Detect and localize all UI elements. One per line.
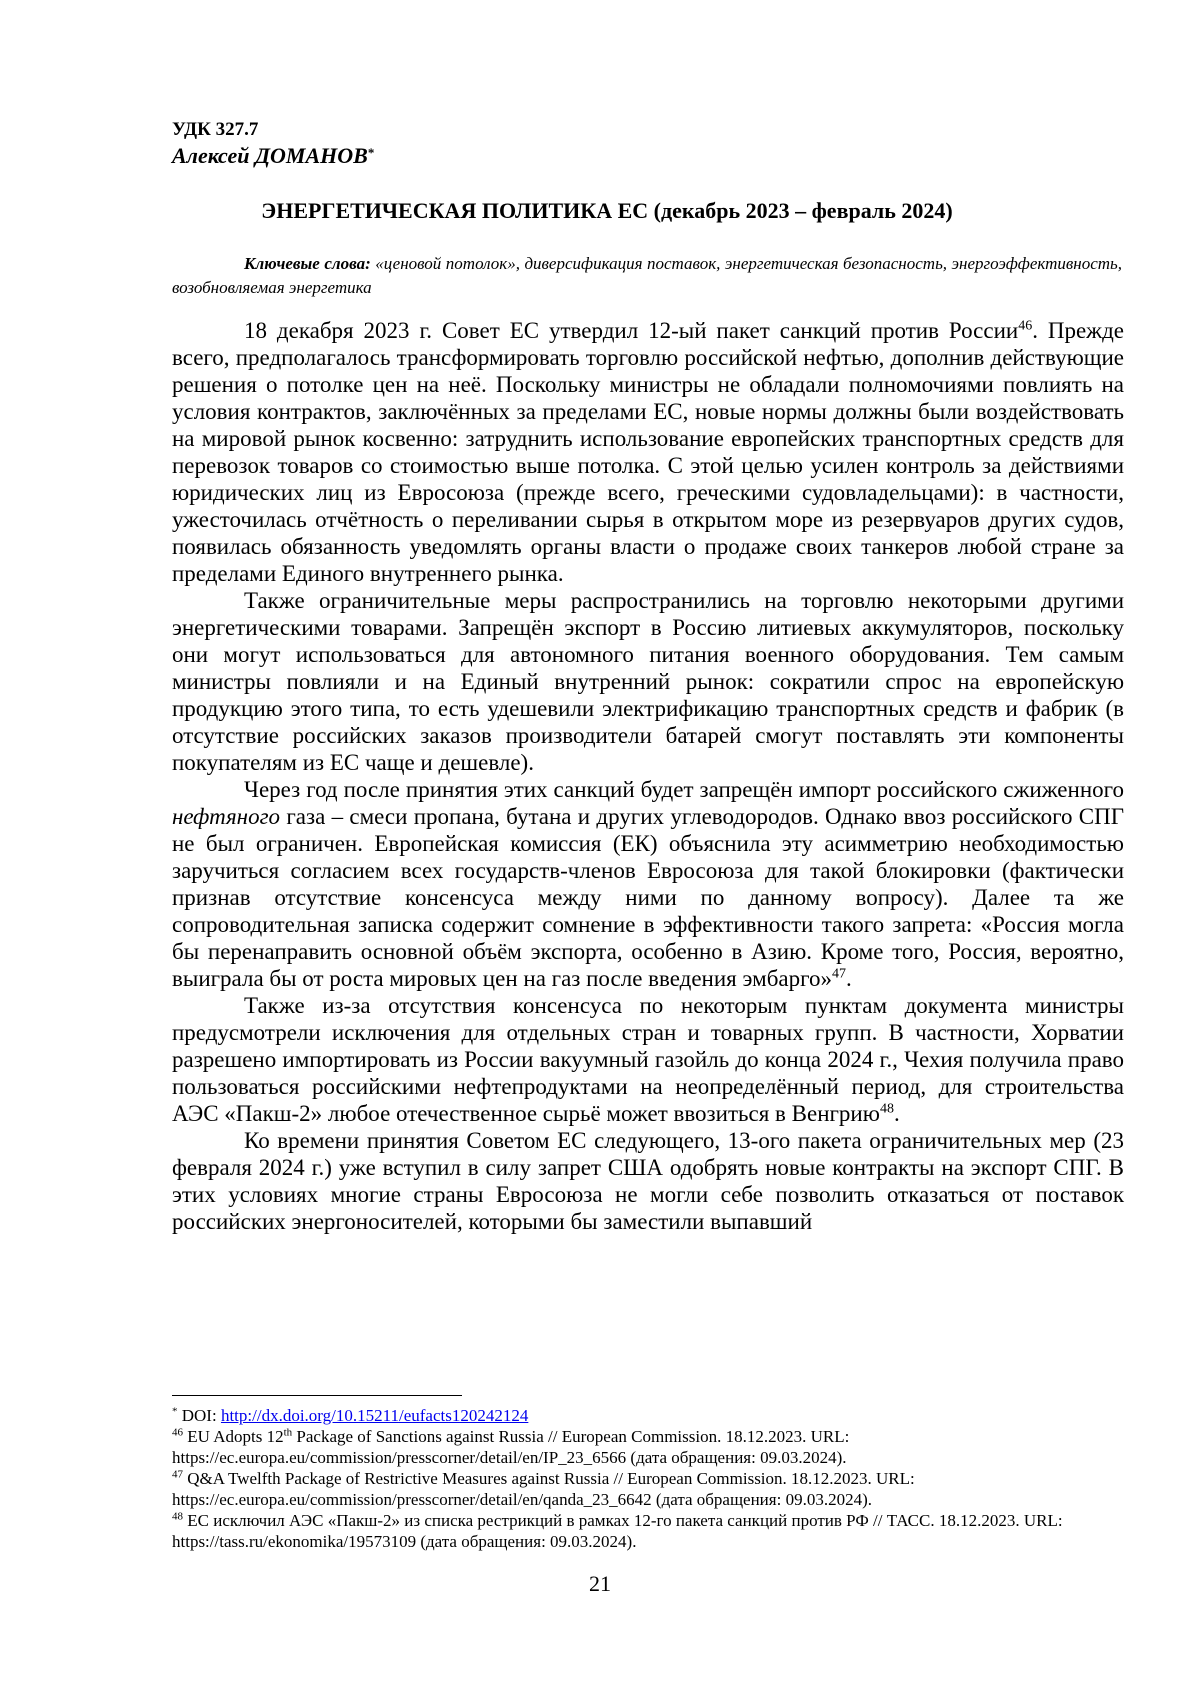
footnote-46-ordinal: th — [283, 1426, 293, 1439]
paragraph-3 — [172, 776, 1124, 992]
footnote-48-mark: 48 — [172, 1510, 183, 1523]
footnote-ref-48: 48 — [879, 1101, 894, 1117]
footnote-doi-mark: * — [172, 1405, 178, 1418]
paragraph-3-text-a: Через год после принятия этих санкций будет запрещён импорт российского сжиженного — [244, 777, 1124, 802]
footnote-ref-47: 47 — [832, 966, 846, 982]
footnote-47-text: Q&A Twelfth Package of Restrictive Measures against Russia // European Commission. 18.12.2023. URL: https://ec.europa.eu/commission/presscorner/detail/en/qanda_23_6642 (дата обращения: 09.03.2024). — [172, 1469, 915, 1509]
footnote-doi — [172, 1405, 1124, 1426]
paragraph-3-text-c: . — [846, 966, 852, 991]
footnote-47-mark: 47 — [172, 1468, 183, 1481]
author-name-text: Алексей ДОМАНОВ — [172, 143, 368, 168]
paragraph-1-rest: . Прежде всего, предполагалось трансформировать торговлю российской нефтью, дополнив действующие решения о потолке цен на неё. Поскольку министры не обладали полномочиями повлиять на условия контрактов, заключённых за пределами ЕС, новые нормы должны были воздействовать на мировой рынок косвенно: затруднить использование европейских транспортных средств для перевозок товаров со стоимостью выше потолка. С этой целью усилен контроль за действиями юридических лиц из Евросоюза (прежде всего, греческими судовладельцами): в частности, ужесточилась отчётность о переливании сырья в открытом море из резервуаров других судов, появилась обязанность уведомлять органы власти о продаже своих танкеров любой стране за пределами Единого внутреннего рынка. — [172, 318, 1124, 586]
footnote-46-text-a: EU Adopts 12 — [183, 1427, 284, 1446]
footnote-46-mark: 46 — [172, 1426, 183, 1439]
footnote-separator — [172, 1395, 462, 1396]
paragraph-1-text: 18 декабря 2023 г. Совет ЕС утвердил 12-ый пакет санкций против России — [244, 318, 1019, 343]
paragraph-3-text-b: газа – смеси пропана, бутана и других углеводородов. Однако ввоз российского СПГ не был ограничен. Европейская комиссия (ЕК) объяснила эту асимметрию необходимостью заручиться согласием всех государств-членов Евросоюза для такой блокировки (фактически признав отсутствие консенсуса между ними по данному вопросу). Далее та же сопроводительная записка содержит сомнение в эффективности такого запрета: «Россия могла бы перенаправить основной объём экспорта, особенно в Азию. Кроме того, Россия, вероятно, выиграла бы от роста мировых цен на газ после введения эмбарго» — [172, 804, 1124, 991]
author-name — [172, 142, 374, 170]
footnote-doi-label: DOI: — [177, 1406, 221, 1425]
paragraph-2: Также ограничительные меры распространились на торговлю некоторыми другими энергетическими товарами. Запрещён экспорт в Россию литиевых аккумуляторов, поскольку они могут использоваться для автономного питания военного оборудования. Тем самым министры повлияли и на Единый внутренний рынок: сократили спрос на европейскую продукцию этого типа, то есть удешевили электрификацию транспортных средств и фабрик (в отсутствие российских заказов производители батарей смогут поставлять эти компоненты покупателям из ЕС чаще и дешевле). — [172, 588, 1124, 775]
paragraph-4 — [172, 992, 1124, 1127]
article-body — [172, 317, 1124, 1235]
keywords-label: Ключевые слова: — [244, 254, 371, 273]
keywords — [172, 252, 1122, 300]
footnote-46-text-b: Package of Sanctions against Russia // European Commission. 18.12.2023. URL: https://ec.europa.eu/commission/presscorner/detail/en/IP_23_6566 (дата обращения: 09.03.2024). — [172, 1427, 850, 1467]
footnote-47 — [172, 1468, 1124, 1510]
keywords-text: «ценовой потолок», диверсификация поставок, энергетическая безопасность, энергоэффективность, возобновляемая энергетика — [172, 254, 1123, 297]
article-title: ЭНЕРГЕТИЧЕСКАЯ ПОЛИТИКА ЕС (декабрь 2023 – февраль 2024) — [261, 198, 953, 223]
paragraph-1 — [172, 317, 1124, 587]
author-footnote-mark: * — [367, 145, 375, 160]
page-number: 21 — [589, 1571, 611, 1596]
paragraph-4-text-c: . — [893, 1101, 900, 1126]
footnote-48 — [172, 1510, 1124, 1552]
paragraph-3-emphasis: нефтяного — [172, 804, 281, 829]
footnote-48-text: ЕС исключил АЭС «Пакш-2» из списка рестрикций в рамках 12-го пакета санкций против РФ // ТАСС. 18.12.2023. URL: https://tass.ru/ekonomika/19573109 (дата обращения: 09.03.2024). — [172, 1511, 1063, 1551]
doi-link[interactable]: http://dx.doi.org/10.15211/eufacts120242124 — [220, 1406, 529, 1425]
footnotes — [172, 1405, 1124, 1552]
paragraph-5: Ко времени принятия Советом ЕС следующего, 13-ого пакета ограничительных мер (23 февраля 2024 г.) уже вступил в силу запрет США одобрять новые контракты на экспорт СПГ. В этих условиях многие страны Евросоюза не могли себе позволить отказаться от поставок российских энергоносителей, которыми бы заместили выпавший — [172, 1128, 1124, 1234]
udk-code: УДК 327.7 — [172, 119, 259, 140]
footnote-ref-46: 46 — [1018, 318, 1033, 334]
footnote-46 — [172, 1426, 1124, 1468]
paragraph-4-text: Также из-за отсутствия консенсуса по некоторым пунктам документа министры предусмотрели исключения для отдельных стран и товарных групп. В частности, Хорватии разрешено импортировать из России вакуумный газойль до конца 2024 г., Чехия получила право пользоваться российскими нефтепродуктами на неопределённый период, для строительства АЭС «Пакш-2» любое отечественное сырьё может ввозиться в Венгрию — [172, 993, 1124, 1126]
